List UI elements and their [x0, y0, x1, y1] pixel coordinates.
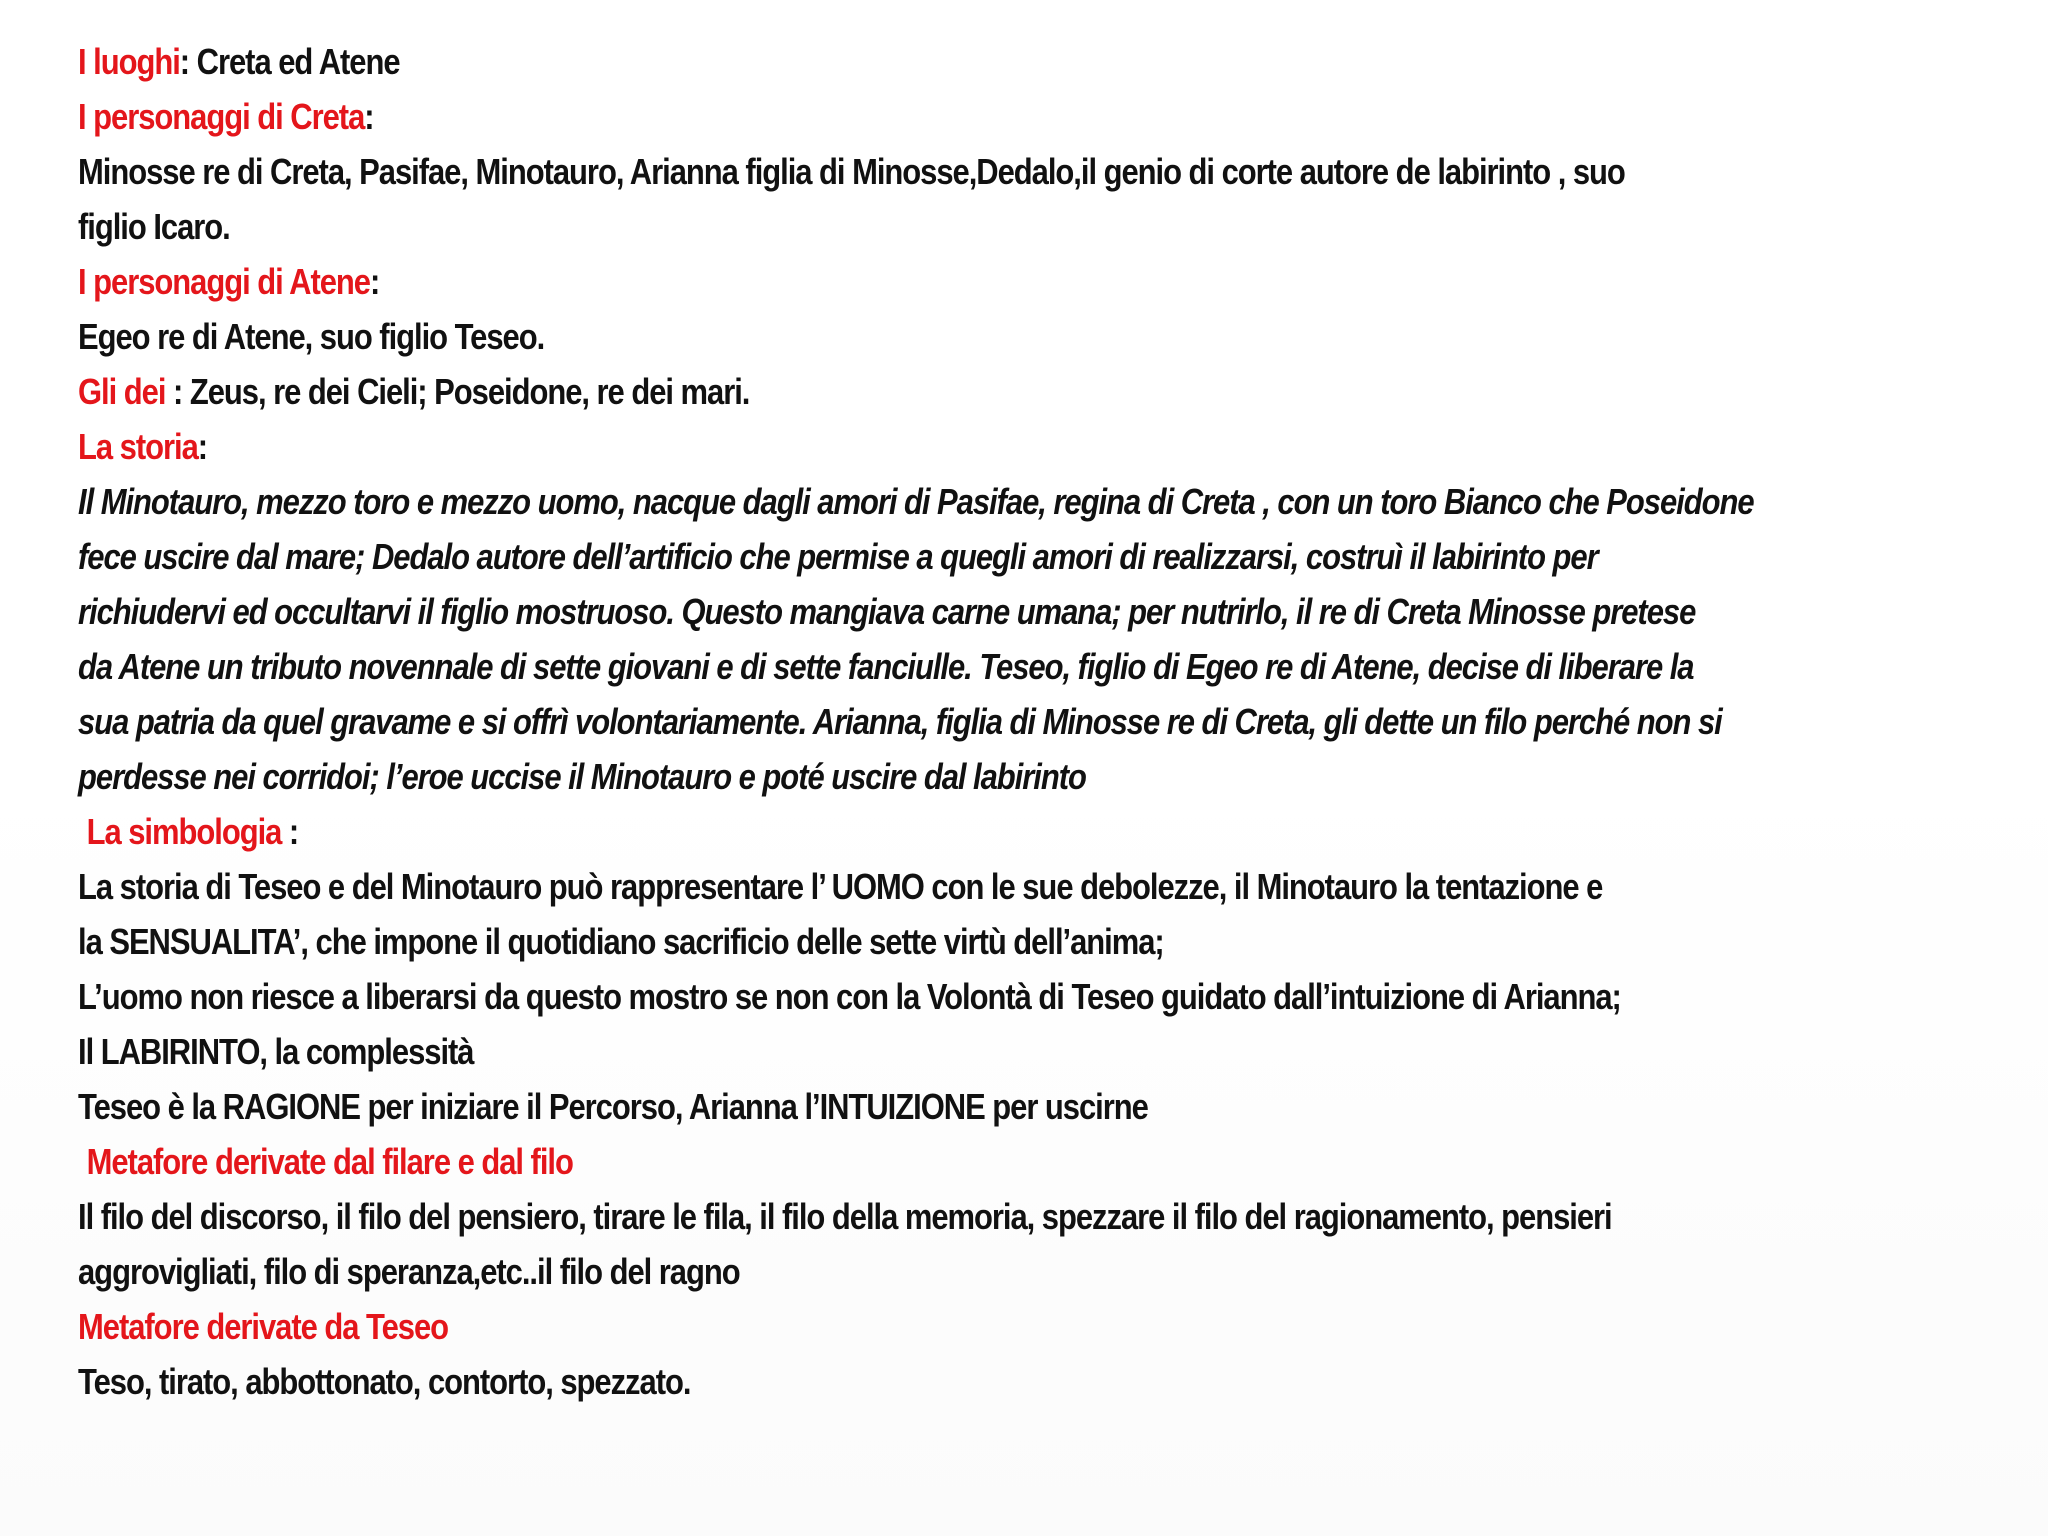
atene-text-line: Egeo re di Atene, suo figlio Teseo.: [78, 316, 545, 357]
storia-line-5: sua patria da quel gravame e si offrì volontariamente. Arianna, figlia di Minosse re di Creta, gli dette un filo perché non si: [78, 701, 1722, 742]
luoghi-heading: I luoghi: [78, 41, 180, 82]
simbologia-line-2: la SENSUALITA’, che impone il quotidiano sacrificio delle sette virtù dell’anima;: [78, 921, 1164, 962]
storia-separator: :: [197, 426, 208, 467]
filo-line-1: Il filo del discorso, il filo del pensiero, tirare le fila, il filo della memoria, spezzare il filo del ragionamento, pensieri: [78, 1196, 1612, 1237]
creta-text-line-1: Minosse re di Creta, Pasifae, Minotauro, Arianna figlia di Minosse,Dedalo,il genio di corte autore de labirinto , suo: [78, 151, 1625, 192]
teseo-heading: Metafore derivate da Teseo: [78, 1306, 449, 1347]
dei-line: [78, 364, 1729, 419]
document-body: [78, 34, 1754, 1409]
creta-separator: :: [364, 96, 374, 137]
luoghi-text: Creta ed Atene: [189, 41, 400, 82]
storia-heading-line: [78, 419, 1729, 474]
simbologia-line-5: Teseo è la RAGIONE per iniziare il Percorso, Arianna l’INTUIZIONE per uscirne: [78, 1086, 1148, 1127]
simbologia-line-1: La storia di Teseo e del Minotauro può rappresentare l’ UOMO con le sue debolezze, il Minotauro la tentazione e: [78, 866, 1603, 907]
dei-separator: :: [165, 371, 183, 412]
storia-line-1: Il Minotauro, mezzo toro e mezzo uomo, nacque dagli amori di Pasifae, regina di Creta , con un toro Bianco che Poseidone: [78, 481, 1754, 522]
filo-heading: Metafore derivate dal filare e dal filo: [86, 1141, 573, 1182]
storia-line-6: perdesse nei corridoi; l’eroe uccise il Minotauro e poté uscire dal labirinto: [78, 756, 1086, 797]
creta-heading: I personaggi di Creta: [78, 96, 365, 137]
storia-line-3: richiudervi ed occultarvi il figlio mostruoso. Questo mangiava carne umana; per nutrirlo, il re di Creta Minosse pretese: [78, 591, 1696, 632]
simbologia-line-3: L’uomo non riesce a liberarsi da questo mostro se non con la Volontà di Teseo guidato dall’intuizione di Arianna;: [78, 976, 1621, 1017]
luoghi-separator: :: [179, 41, 190, 82]
dei-text: Zeus, re dei Cieli; Poseidone, re dei mari.: [182, 371, 750, 412]
creta-heading-line: [78, 89, 1729, 144]
storia-heading: La storia: [78, 426, 198, 467]
simbologia-separator: :: [281, 811, 299, 852]
teseo-text-line: Teso, tirato, abbottonato, contorto, spezzato.: [78, 1361, 691, 1402]
storia-line-2: fece uscire dal mare; Dedalo autore dell’artificio che permise a quegli amori di realizzarsi, costruì il labirinto per: [78, 536, 1598, 577]
simbologia-heading-line: [78, 804, 1729, 859]
atene-heading: I personaggi di Atene: [78, 261, 370, 302]
filo-line-2: aggrovigliati, filo di speranza,etc..il filo del ragno: [78, 1251, 740, 1292]
creta-text-line-2: figlio Icaro.: [78, 206, 230, 247]
simbologia-heading: La simbologia: [86, 811, 282, 852]
luoghi-line: [78, 34, 1729, 89]
atene-separator: :: [369, 261, 380, 302]
atene-heading-line: [78, 254, 1729, 309]
dei-heading: Gli dei: [78, 371, 166, 412]
storia-line-4: da Atene un tributo novennale di sette giovani e di sette fanciulle. Teseo, figlio di Egeo re di Atene, decise di liberare la: [78, 646, 1694, 687]
simbologia-line-4: Il LABIRINTO, la complessità: [78, 1031, 474, 1072]
